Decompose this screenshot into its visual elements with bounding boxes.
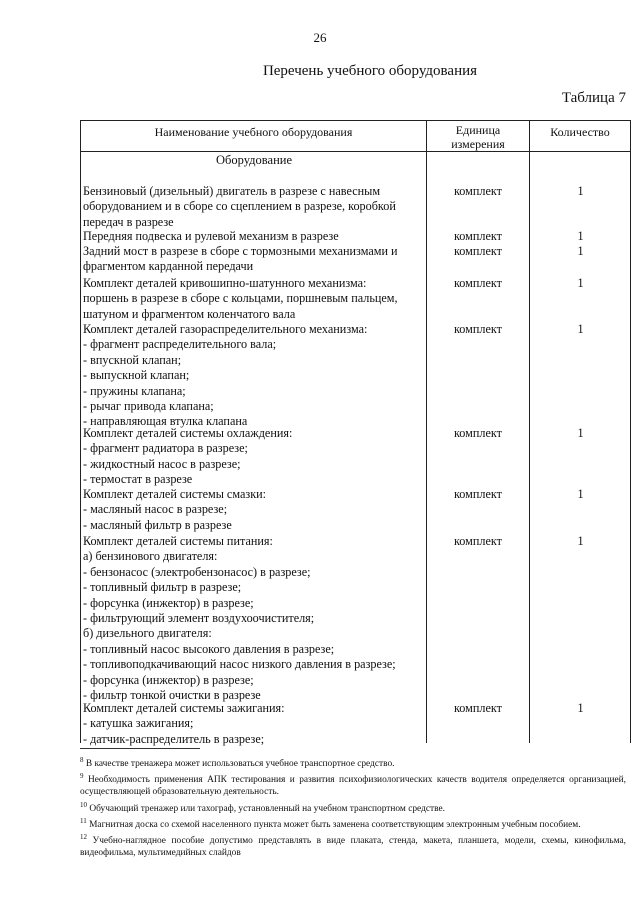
table-row-unit: комплект — [454, 322, 502, 336]
table-row-name — [83, 487, 425, 533]
row-text-line: поршень в разрезе в сборе с кольцами, поршневым пальцем, — [83, 291, 398, 306]
row-text-line: Комплект деталей кривошипно-шатунного механизма: — [83, 276, 367, 290]
row-text-line: - фрагмент радиатора в разрезе; — [83, 441, 248, 456]
row-text-line: - выпускной клапан; — [83, 368, 190, 383]
footnote-text: Магнитная доска со схемой населенного пункта может быть заменена соответствующим электронным учебным пособием. — [86, 819, 581, 830]
table-row-unit: комплект — [454, 229, 502, 243]
footnote-number: 12 — [80, 832, 87, 841]
table-row-qty: 1 — [577, 322, 584, 336]
footnote — [80, 770, 626, 798]
row-text-line: шатуном и фрагментом коленчатого вала — [83, 306, 296, 321]
row-text-line: - фильтрующий элемент воздухоочистителя; — [83, 611, 315, 626]
row-text-line: - форсунка (инжектор) в разрезе; — [83, 595, 254, 610]
row-text-line: Комплект деталей системы питания: — [83, 534, 273, 548]
table-row-qty: 1 — [577, 426, 584, 440]
row-text-line: - жидкостный насос в разрезе; — [83, 456, 241, 471]
header-divider — [81, 151, 630, 152]
row-text-line: Комплект деталей системы зажигания: — [83, 701, 285, 715]
row-text-line: - направляющая втулка клапана — [83, 414, 248, 429]
table-row-qty: 1 — [577, 184, 584, 198]
row-text-line: Задний мост в разрезе в сборе с тормозными механизмами и — [83, 244, 398, 258]
column-header-unit-line1: Единица — [455, 123, 501, 137]
table-row-name — [83, 184, 425, 230]
table-row-qty: 1 — [577, 487, 584, 501]
row-text-line: Комплект деталей газораспределительного механизма: — [83, 322, 368, 336]
table-row-unit: комплект — [454, 184, 502, 198]
row-text-line: - топливный насос высокого давления в разрезе; — [83, 641, 335, 656]
footnote — [80, 831, 626, 859]
document-title: Перечень учебного оборудования — [262, 63, 478, 79]
row-text-line: передач в разрезе — [83, 214, 174, 229]
footnote-text: Обучающий тренажер или тахограф, установленный на учебном транспортном средстве. — [87, 803, 445, 814]
row-text-line: а) бензинового двигателя: — [83, 549, 218, 564]
table-row-unit: комплект — [454, 276, 502, 290]
footnote-number: 11 — [80, 816, 87, 825]
row-text-line: - фильтр тонкой очистки в разрезе — [83, 688, 261, 703]
footnote-number: 9 — [80, 772, 84, 781]
column-header-name: Наименование учебного оборудования — [154, 125, 353, 139]
footnote-rule — [80, 748, 200, 749]
table-row-name — [83, 701, 425, 747]
table-row-qty: 1 — [577, 701, 584, 715]
table-row-name — [83, 244, 425, 275]
row-text-line: - термостат в разрезе — [83, 472, 193, 487]
footnote-text: Необходимость применения АПК тестирования и развития психофизиологических качеств водителя определяется организацией, осуществляющей образовательную деятельность. — [80, 775, 626, 798]
row-text-line: - топливоподкачивающий насос низкого давления в разрезе; — [83, 657, 396, 672]
footnotes — [80, 754, 626, 859]
table-row-unit: комплект — [454, 701, 502, 715]
table-label: Таблица 7 — [561, 90, 626, 106]
section-label: Оборудование — [215, 153, 292, 167]
row-text-line: - масляный насос в разрезе; — [83, 502, 228, 517]
row-text-line: - масляный фильтр в разрезе — [83, 517, 232, 532]
row-text-line: - пружины клапана; — [83, 383, 186, 398]
table-row-name — [83, 534, 425, 703]
table-row-name — [83, 229, 425, 244]
table-row-unit: комплект — [454, 426, 502, 440]
row-text-line: - бензонасос (электробензонасос) в разрезе; — [83, 564, 311, 579]
table-row-name — [83, 426, 425, 488]
row-text-line: - датчик-распределитель в разрезе; — [83, 731, 265, 746]
table-row-name — [83, 276, 425, 322]
column-divider — [529, 121, 530, 743]
footnote-text: Учебно-наглядное пособие допустимо представлять в виде плаката, стенда, макета, планшета, модели, схемы, кинофильма, видеофильма, мультимедийных слайдов — [80, 836, 626, 859]
row-text-line: - впускной клапан; — [83, 352, 182, 367]
footnote-text: В качестве тренажера может использоваться учебное транспортное средство. — [83, 759, 395, 770]
row-text-line: - катушка зажигания; — [83, 716, 194, 731]
equipment-table — [80, 120, 631, 746]
row-text-line: Комплект деталей системы смазки: — [83, 487, 267, 501]
table-row-unit: комплект — [454, 244, 502, 258]
row-text-line: - фрагмент распределительного вала; — [83, 337, 277, 352]
footnote — [80, 754, 626, 770]
column-header-unit — [427, 123, 529, 151]
footnote-number: 10 — [80, 800, 87, 809]
column-header-qty: Количество — [550, 125, 610, 139]
footnote — [80, 799, 626, 815]
row-text-line: Передняя подвеска и рулевой механизм в разрезе — [83, 229, 339, 243]
table-row-qty: 1 — [577, 534, 584, 548]
page-number: 26 — [313, 30, 327, 45]
row-text-line: - топливный фильтр в разрезе; — [83, 580, 242, 595]
row-text-line: Комплект деталей системы охлаждения: — [83, 426, 293, 440]
row-text-line: - рычаг привода клапана; — [83, 399, 214, 414]
row-text-line: - форсунка (инжектор) в разрезе; — [83, 672, 254, 687]
column-header-unit-line2: измерения — [451, 137, 505, 151]
table-row-unit: комплект — [454, 487, 502, 501]
row-text-line: фрагментом карданной передачи — [83, 259, 254, 274]
table-row-name — [83, 322, 425, 430]
footnote — [80, 815, 626, 831]
table-row-unit: комплект — [454, 534, 502, 548]
row-text-line: Бензиновый (дизельный) двигатель в разрезе с навесным — [83, 184, 381, 198]
table-row-qty: 1 — [577, 276, 584, 290]
footnote-number: 8 — [80, 756, 84, 764]
table-row-qty: 1 — [577, 229, 584, 243]
row-text-line: б) дизельного двигателя: — [83, 626, 212, 641]
table-row-qty: 1 — [577, 244, 584, 258]
row-text-line: оборудованием и в сборе со сцеплением в разрезе, коробкой — [83, 199, 396, 214]
